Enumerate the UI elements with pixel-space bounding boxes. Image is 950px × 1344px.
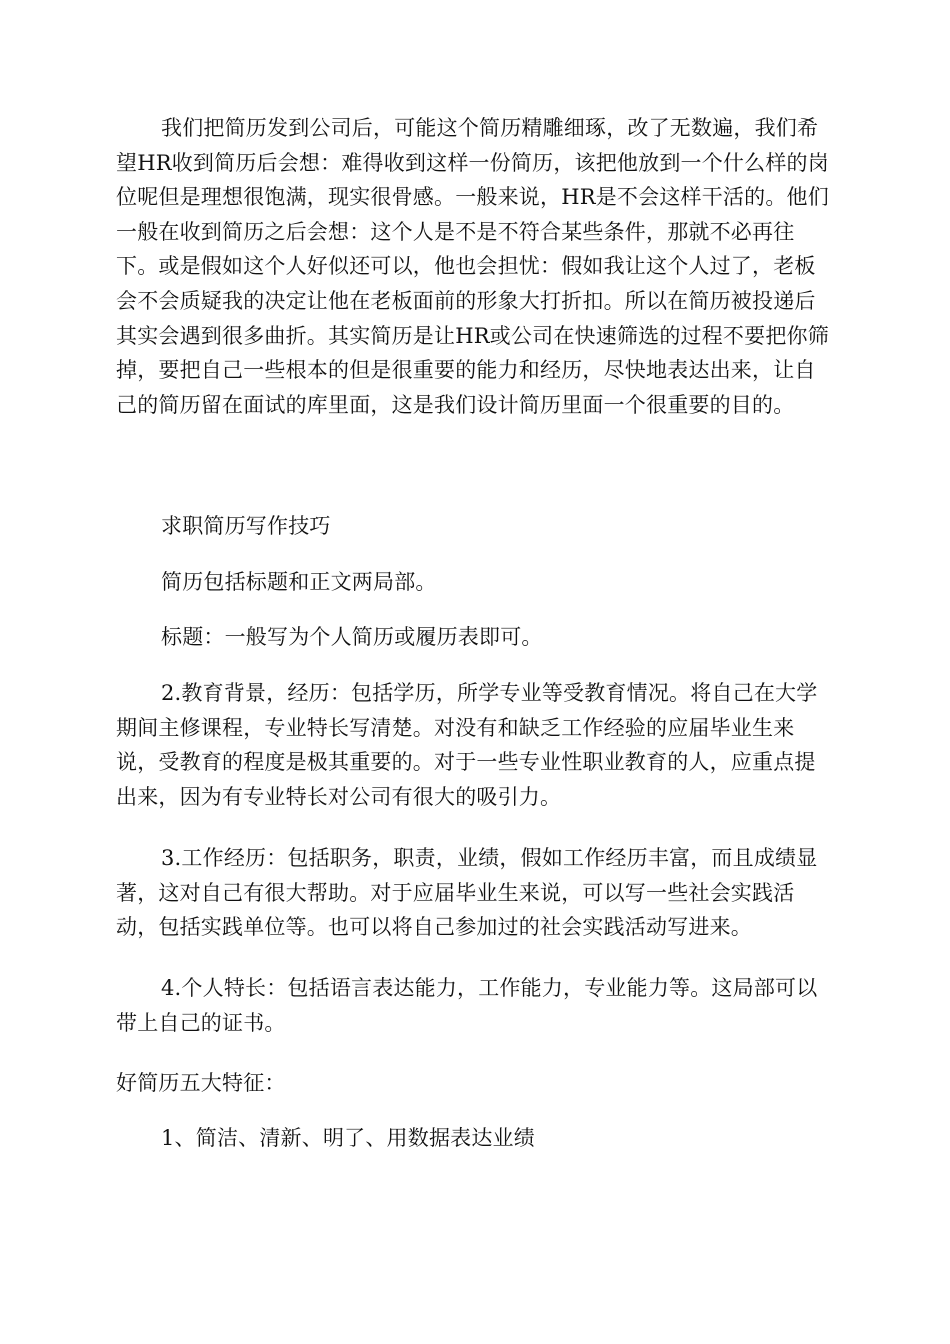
education-background-paragraph: 2.教育背景，经历：包括学历，所学专业等受教育情况。将自己在大学期间主修课程，专业特长写清楚。对没有和缺乏工作经验的应届毕业生来说，受教育的程度是极其重要的。对于一些专业性职业教育的人，应重点提出来，因为有专业特长对公司有很大的吸引力。 — [116, 681, 818, 809]
personal-skills-paragraph: 4.个人特长：包括语言表达能力，工作能力，专业能力等。这局部可以带上自己的证书。 — [116, 976, 818, 1035]
section-heading-resume-writing-tips: 求职简历写作技巧 — [161, 514, 331, 538]
work-experience-paragraph: 3.工作经历：包括职务，职责，业绩，假如工作经历丰富，而且成绩显著，这对自己有很大帮助。对于应届毕业生来说，可以写一些社会实践活动，包括实践单位等。也可以将自己参加过的社会实践活动写进来。 — [116, 846, 818, 940]
feature-list-item-1: 1、简洁、清新、明了、用数据表达业绩 — [161, 1126, 535, 1150]
intro-paragraph: 我们把简历发到公司后，可能这个简历精雕细琢，改了无数遍，我们希望HR收到简历后会想：难得收到这样一份简历，该把他放到一个什么样的岗位呢但是理想很饱满，现实很骨感。一般来说，HR是不会这样干活的。他们一般在收到简历之后会想：这个人是不是不符合某些条件，那就不必再往下。或是假如这个人好似还可以，他也会担忧：假如我让这个人过了，老板会不会质疑我的决定让他在老板面前的形象大打折扣。所以在简历被投递后其实会遇到很多曲折。其实简历是让HR或公司在快速筛选的过程不要把你筛掉，要把自己一些根本的但是很重要的能力和经历，尽快地表达出来，让自己的简历留在面试的库里面，这是我们设计简历里面一个很重要的目的。 — [116, 116, 829, 417]
good-resume-features-heading: 好简历五大特征： — [116, 1071, 286, 1095]
resume-title-paragraph: 标题：一般写为个人简历或履历表即可。 — [161, 625, 543, 649]
resume-structure-paragraph: 简历包括标题和正文两局部。 — [161, 570, 437, 594]
